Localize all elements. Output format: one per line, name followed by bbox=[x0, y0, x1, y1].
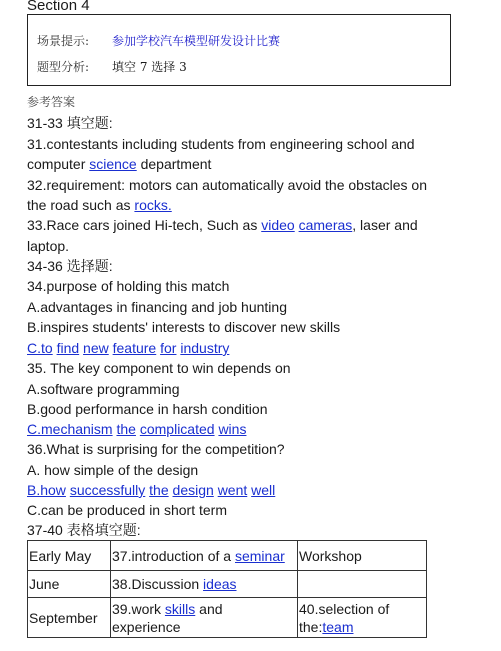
type-value: 填空 7 选择 3 bbox=[112, 60, 187, 74]
q35-c-word: C.mechanism bbox=[27, 421, 113, 437]
table-row bbox=[28, 598, 427, 638]
q38-pre: 38.Discussion bbox=[112, 576, 204, 592]
scene-box bbox=[27, 14, 451, 86]
table-cell-answer bbox=[111, 541, 298, 571]
q34-c-word: new bbox=[83, 340, 109, 356]
table-cell-note: Workshop bbox=[298, 541, 427, 571]
q35-c-word: wins bbox=[218, 421, 247, 437]
table-row bbox=[28, 571, 427, 598]
q32-line1: 32.requirement: motors can automatically avoid the obstacles on bbox=[27, 177, 427, 193]
q33-line2: laptop. bbox=[27, 238, 70, 254]
q33-line1-post: , laser and bbox=[352, 217, 418, 233]
q36-b-word: design bbox=[172, 482, 214, 498]
q34-option-b: B.inspires students' interests to discover new skills bbox=[27, 319, 341, 335]
section-title: Section 4 bbox=[27, 0, 90, 14]
q35-option-c bbox=[27, 421, 246, 438]
table-cell-note bbox=[298, 571, 427, 598]
q33-line1-pre: 33.Race cars joined Hi-tech, Such as bbox=[27, 217, 262, 233]
table-cell-answer bbox=[111, 571, 298, 598]
q34-c-word: C.to bbox=[27, 340, 53, 356]
answer-table bbox=[27, 540, 427, 638]
q37-answer: seminar bbox=[234, 547, 285, 564]
ref-answer-label: 参考答案 bbox=[27, 95, 76, 109]
q34-c-word: for bbox=[160, 340, 177, 356]
q36-b-word: went bbox=[217, 482, 248, 498]
q36-option-a: A. how simple of the design bbox=[27, 462, 199, 478]
q34-option-a: A.advantages in financing and job hunting bbox=[27, 299, 287, 315]
table-cell-answer bbox=[111, 598, 298, 638]
q36-option-b bbox=[27, 482, 275, 499]
q36-stem: 36.What is surprising for the competition? bbox=[27, 441, 285, 457]
q32-line2-pre: the road such as bbox=[27, 197, 135, 213]
q33-answer-cameras: cameras bbox=[298, 217, 353, 233]
q31-line1: 31.contestants including students from engineering school and bbox=[27, 136, 415, 152]
q32-answer: rocks. bbox=[134, 197, 172, 213]
scene-label: 场景提示: bbox=[37, 34, 90, 48]
q33-answer-video: video bbox=[261, 217, 295, 233]
q39-post2: experience bbox=[112, 618, 181, 635]
q40-answer: team bbox=[322, 618, 354, 635]
q36-b-word: successfully bbox=[69, 482, 146, 498]
q33-line1 bbox=[27, 217, 418, 234]
q35-c-word: complicated bbox=[139, 421, 215, 437]
q34-c-word: find bbox=[56, 340, 80, 356]
q31-line2 bbox=[27, 156, 211, 173]
table-cell-date: Early May bbox=[28, 541, 111, 571]
q31-line2-post: department bbox=[136, 156, 212, 172]
part2-header: 34-36 选择题: bbox=[27, 258, 113, 274]
part3-header: 37-40 表格填空题: bbox=[27, 522, 141, 538]
q35-option-b: B.good performance in harsh condition bbox=[27, 401, 268, 417]
q34-c-word: feature bbox=[112, 340, 157, 356]
q34-stem: 34.purpose of holding this match bbox=[27, 278, 230, 294]
table-cell-date: June bbox=[28, 571, 111, 598]
q34-c-word: industry bbox=[180, 340, 230, 356]
q35-option-a: A.software programming bbox=[27, 381, 180, 397]
q31-line2-pre: computer bbox=[27, 156, 90, 172]
q38-answer: ideas bbox=[203, 576, 237, 592]
q31-answer: science bbox=[89, 156, 137, 172]
table-cell-date: September bbox=[28, 598, 111, 638]
q35-stem: 35. The key component to win depends on bbox=[27, 360, 291, 376]
scene-value: 参加学校汽车模型研发设计比赛 bbox=[112, 34, 281, 48]
q34-option-c bbox=[27, 340, 229, 357]
part1-header: 31-33 填空题: bbox=[27, 115, 113, 131]
q39-post: and bbox=[195, 600, 223, 617]
q36-b-word: well bbox=[251, 482, 276, 498]
q36-option-c: C.can be produced in short term bbox=[27, 502, 227, 518]
table-row bbox=[28, 541, 427, 571]
table-cell-note bbox=[298, 598, 427, 638]
q40-pre2: the: bbox=[299, 618, 323, 635]
q37-pre: 37.introduction of a bbox=[112, 547, 235, 564]
q35-c-word: the bbox=[116, 421, 136, 437]
type-label: 题型分析: bbox=[37, 60, 90, 74]
q40-pre: 40.selection of bbox=[299, 600, 390, 617]
q36-b-word: the bbox=[149, 482, 169, 498]
q32-line2 bbox=[27, 197, 172, 214]
q36-b-word: B.how bbox=[27, 482, 66, 498]
q39-answer: skills bbox=[164, 600, 196, 617]
q39-pre: 39.work bbox=[112, 600, 165, 617]
